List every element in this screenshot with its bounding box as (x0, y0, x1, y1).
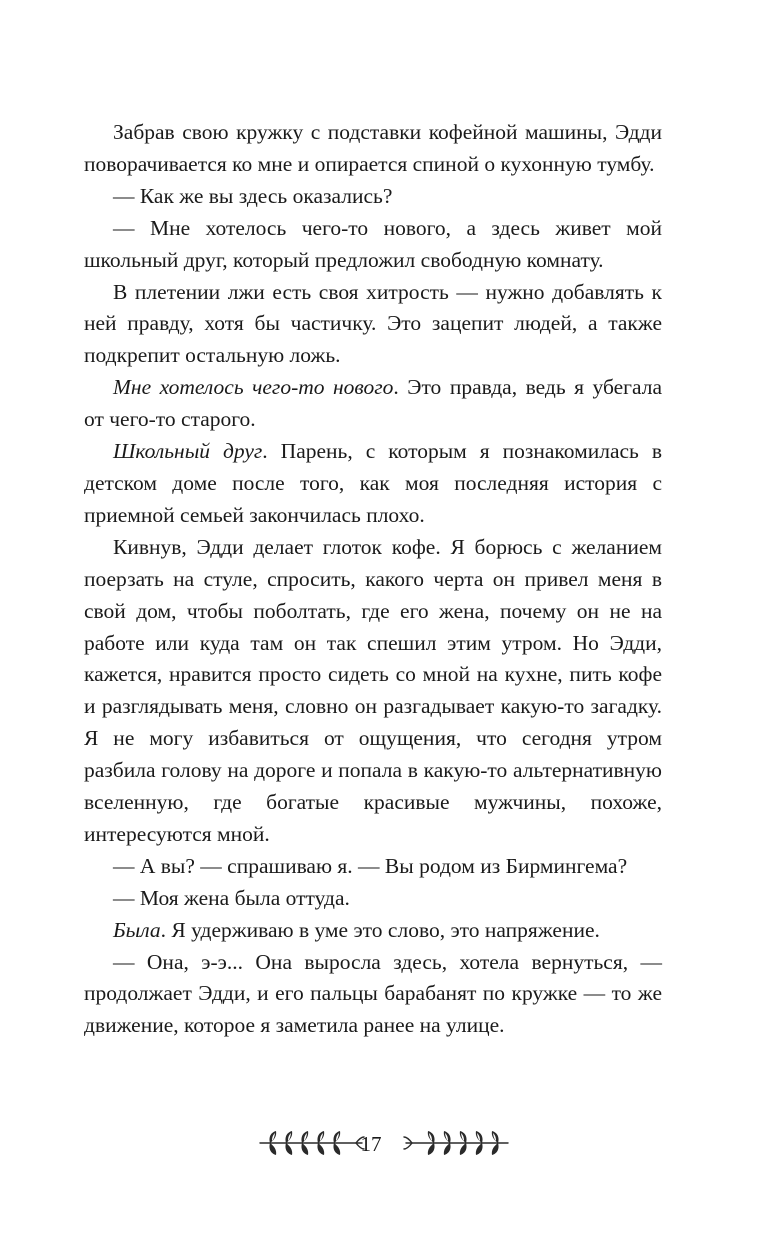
paragraph: Забрав свою кружку с подставки кофейной машины, Эдди поворачивается ко мне и опирается спиной о кухонную тумбу. (84, 120, 662, 176)
paragraph: В плетении лжи есть своя хитрость — нужно добавлять к ней правду, хотя бы частичку. Это зацепит людей, а также подкрепит остальную ложь. (84, 279, 662, 368)
page-body (84, 117, 662, 1042)
page-footer (0, 1126, 768, 1166)
paragraph: — Как же вы здесь оказались? (113, 183, 393, 208)
paragraph: Мне хотелось чего-то нового. Это правда, ведь я убегала от чего-то старого. (84, 375, 663, 432)
paragraph: Была. Я удерживаю в уме это слово, это напряжение. (113, 917, 600, 942)
paragraph: — Моя жена была оттуда. (113, 885, 350, 910)
paragraph: — Она, э-э... Она выросла здесь, хотела вернуться, — продолжает Эдди, и его пальцы барабанят по кружке — то же движение, которое я заметила ранее на улице. (84, 949, 662, 1038)
leaf-branch-icon (402, 1128, 512, 1158)
page-number: 17 (360, 1132, 382, 1156)
paragraph: — Мне хотелось чего-то нового, а здесь живет мой школьный друг, который предложил свободную комнату. (84, 215, 662, 272)
italic-phrase: Мне хотелось чего-то нового (113, 375, 394, 400)
paragraph: — А вы? — спрашиваю я. — Вы родом из Бирмингема? (113, 853, 628, 878)
paragraph: Школьный друг. Парень, с которым я познакомилась в детском доме после того, как моя последняя история с приемной семьей закончилась плохо. (84, 439, 662, 527)
italic-phrase: Школьный друг (113, 439, 263, 464)
paragraph: Кивнув, Эдди делает глоток кофе. Я борюсь с желанием поерзать на стуле, спросить, какого черта он привел меня в свой дом, чтобы поболтать, где его жена, почему он не на работе или куда там он так спешил этим утром. Но Эдди, кажется, нравится просто сидеть со мной на кухне, пить кофе и разглядывать меня, словно он разгадывает какую-то загадку. Я не могу избавиться от ощущения, что сегодня утром разбила голову на дороге и попала в какую-то альтернативную вселенную, где богатые красивые мужчины, похоже, интересуются мной. (84, 534, 662, 846)
italic-phrase: Была (113, 917, 161, 942)
